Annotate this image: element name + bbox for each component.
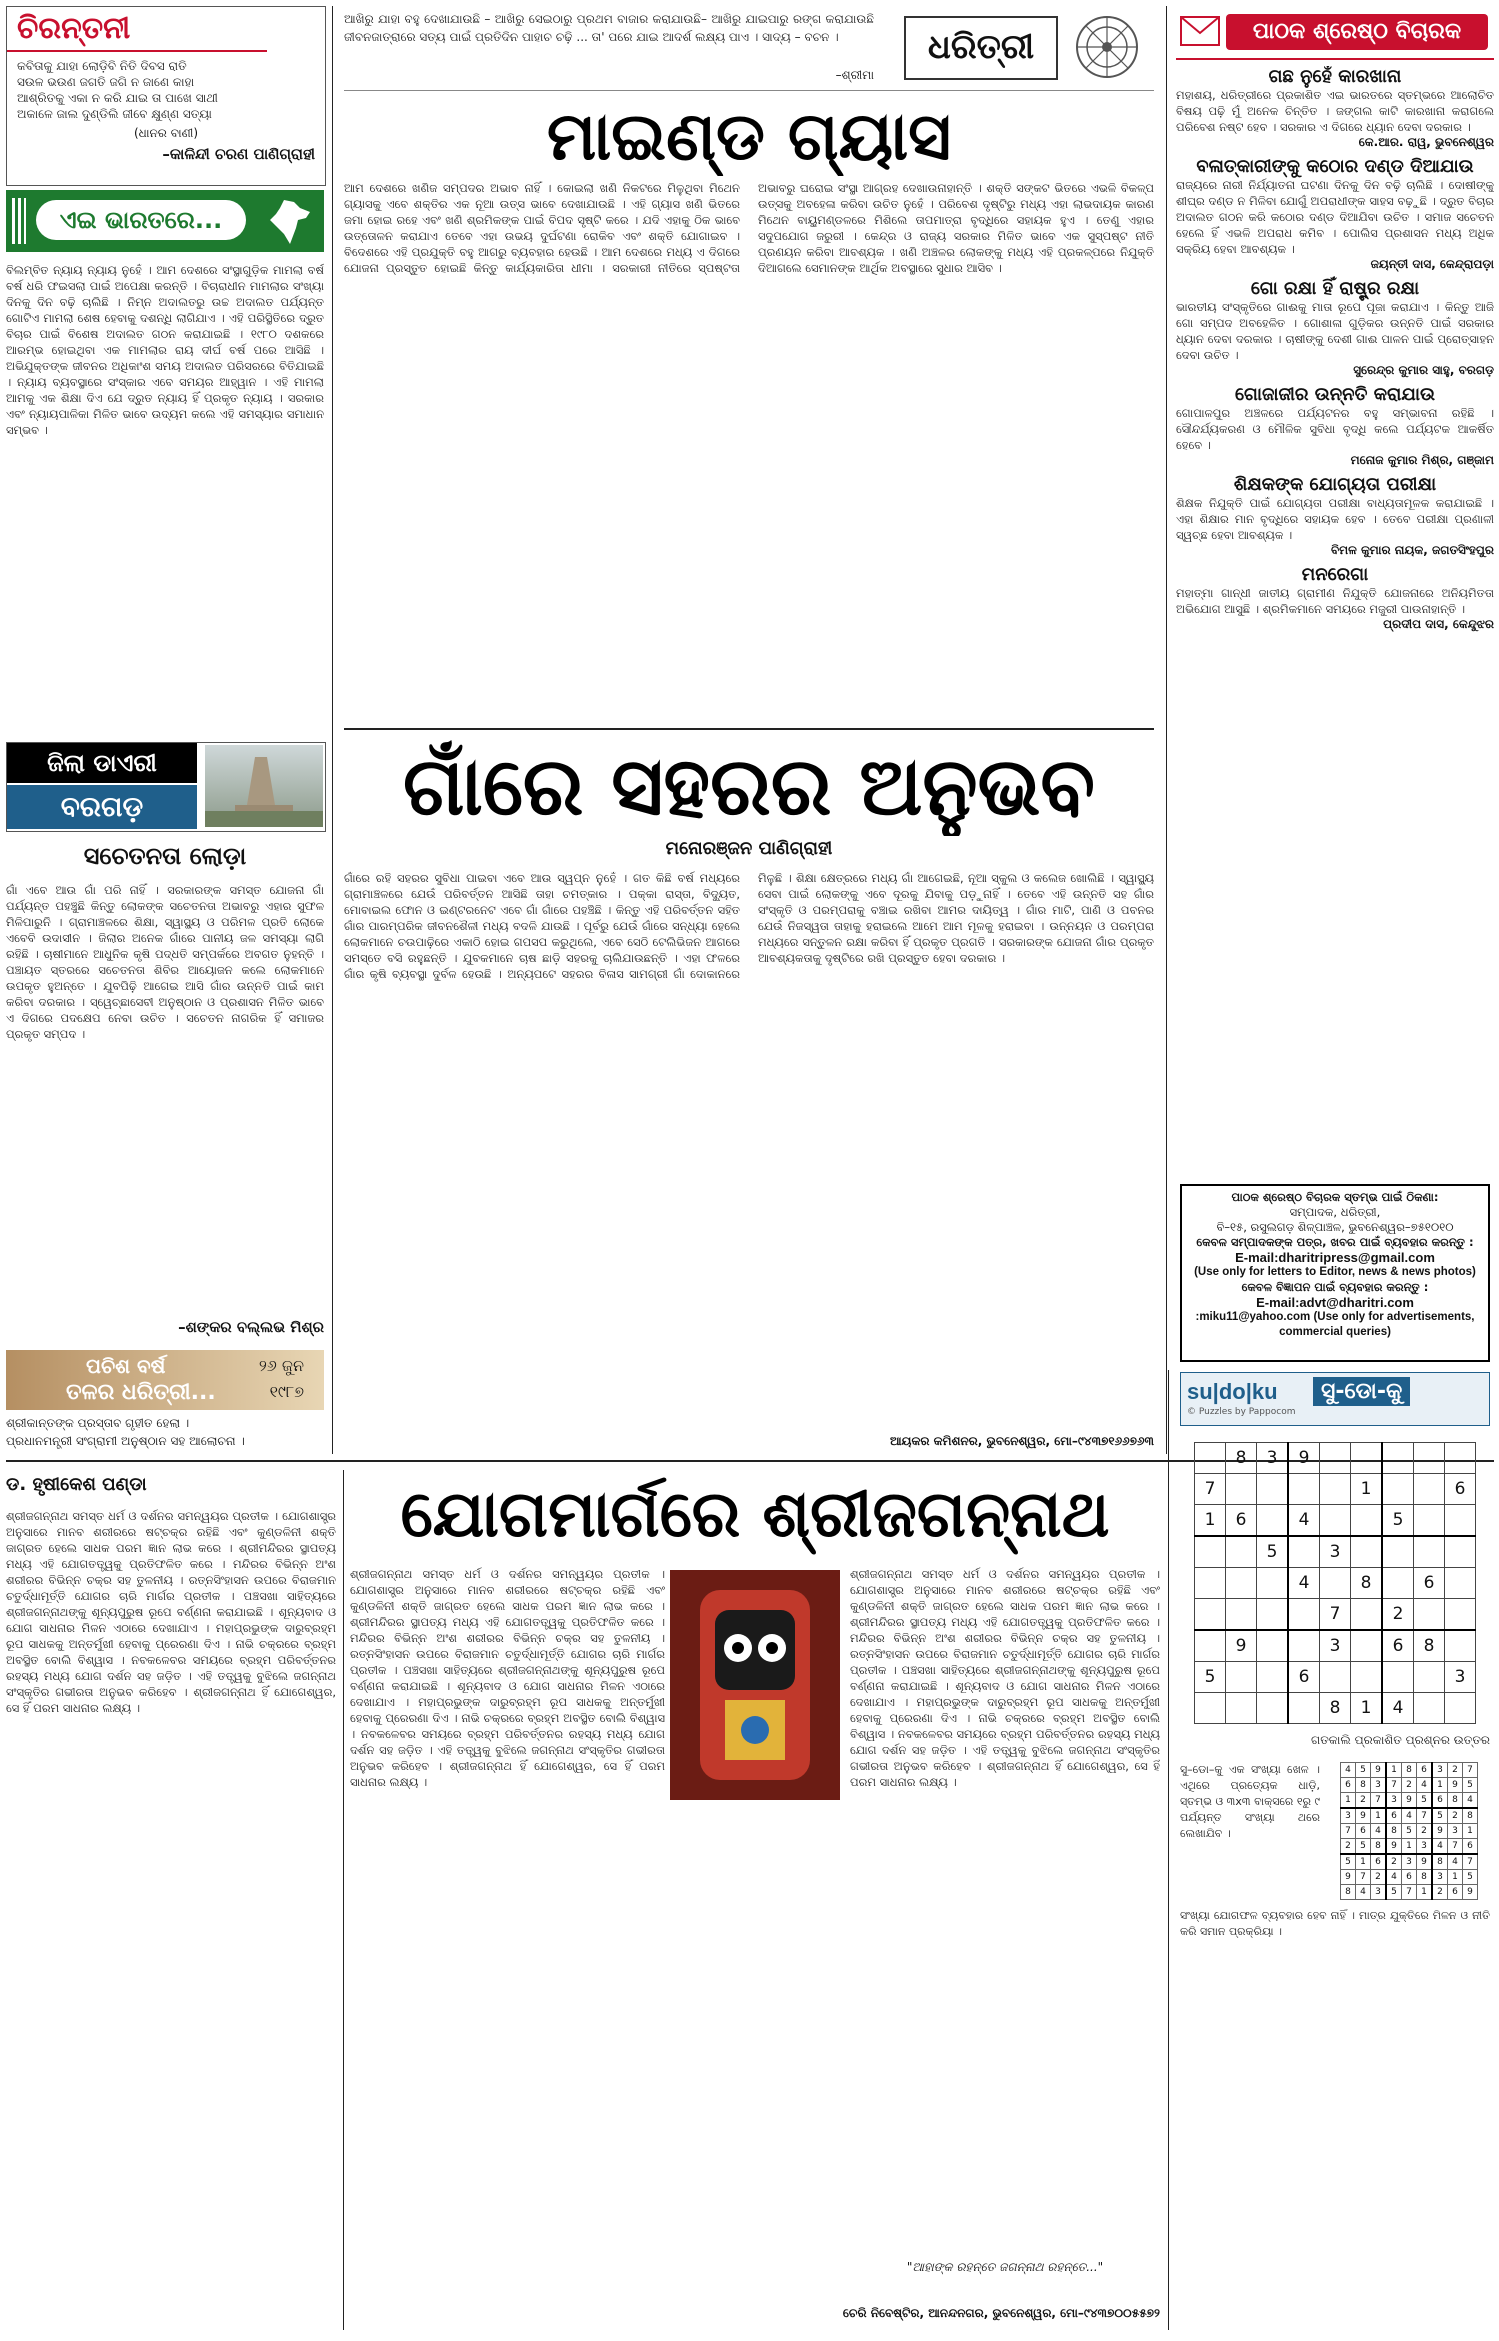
sudoku-answer-cell: 7 (1371, 1793, 1387, 1809)
jagannath-article-left (6, 1508, 336, 2328)
jagannath-address: ଚେରି ନିବେଷ୍ଟିର, ଆନନ୍ଦନଗର, ଭୁବନେଶ୍ୱର, ମୋ–୯୪୩୭୦୦୫୫୭୨ (842, 2306, 1160, 2320)
pachisa-box (6, 1350, 324, 1410)
sudoku-answer-cell: 7 (1386, 1778, 1402, 1793)
sudoku-row (1341, 1793, 1478, 1809)
sudoku-cell[interactable] (1226, 1536, 1257, 1568)
letter (1176, 474, 1494, 558)
sudoku-answer-cell: 7 (1356, 1870, 1371, 1885)
sachetanata-author: –ଶଙ୍କର ବଲ୍ଲଭ ମିଶ୍ର (178, 1318, 324, 1336)
sudoku-cell[interactable] (1257, 1474, 1289, 1505)
sudoku-cell[interactable] (1351, 1443, 1383, 1474)
sudoku-answer-cell: 8 (1386, 1824, 1402, 1839)
letter-body: ମହାତ୍ମା ଗାନ୍ଧୀ ଜାତୀୟ ଗ୍ରାମୀଣ ନିଯୁକ୍ତି ଯୋଜନାରେ ଅନିୟମିତତା ଅଭିଯୋଗ ଆସୁଛି । ଶ୍ରମିକମାନେ ସମୟରେ ମଜୁରୀ ପାଉନାହାନ୍ତି । (1176, 586, 1494, 616)
sudoku-cell[interactable]: 8 (1414, 1630, 1445, 1662)
sudoku-cell[interactable] (1226, 1599, 1257, 1631)
letter-title: ଶିକ୍ଷକଙ୍କ ଯୋଗ୍ୟତା ପରୀକ୍ଷା (1233, 474, 1437, 495)
bharat-banner-title: ଏଇ ଭାରତରେ... (36, 200, 246, 240)
chirantani-title: ଚିରନ୍ତନୀ (7, 7, 267, 52)
jagannath-headline: ଯୋଗମାର୍ଗରେ ଶ୍ରୀଜଗନ୍ନାଥ (400, 1477, 1110, 1552)
sudoku-cell[interactable] (1351, 1662, 1383, 1693)
sudoku-answer-cell: 3 (1432, 1763, 1448, 1778)
letter-body: ଶିକ୍ଷକ ନିଯୁକ୍ତି ପାଇଁ ଯୋଗ୍ୟତା ପରୀକ୍ଷା ବାଧ୍ୟତାମୂଳକ କରାଯାଇଛି । ଏହା ଶିକ୍ଷାର ମାନ ବୃଦ୍ଧିରେ ସହାୟକ ହେବ । ତେବେ ପରୀକ୍ଷା ପ୍ରଣାଳୀ ସ୍ୱଚ୍ଛ ହେବା ଆବଶ୍ୟକ । (1176, 496, 1494, 542)
jagannath-body: ଶ୍ରୀଜଗନ୍ନାଥ ସମସ୍ତ ଧର୍ମ ଓ ଦର୍ଶନର ସମନ୍ୱୟର ପ୍ରତୀକ । ଯୋଗଶାସ୍ତ୍ର ଅନୁସାରେ ମାନବ ଶରୀରରେ ଷଟ୍‌ଚକ୍ର ରହିଛି ଏବଂ କୁଣ୍ଡଳିନୀ ଶକ୍ତି ଜାଗ୍ରତ ହେଲେ ସାଧକ ପରମ ଜ୍ଞାନ ଲାଭ କରେ । ଶ୍ରୀମନ୍ଦିରର ସ୍ଥାପତ୍ୟ ମଧ୍ୟ ଏହି ଯୋଗତତ୍ତ୍ୱକୁ ପ୍ରତିଫଳିତ କରେ । ମନ୍ଦିରର ବିଭିନ୍ନ ଅଂଶ ଶରୀରର ବିଭିନ୍ନ ଚକ୍ର ସହ ତୁଳନୀୟ । ରତ୍ନସିଂହାସନ ଉପରେ ବିରାଜମାନ ଚତୁର୍ଦ୍ଧାମୂର୍ତ୍ତି ଯୋଗର ଚାରି ମାର୍ଗର ପ୍ରତୀକ । ପଞ୍ଚସଖା ସାହିତ୍ୟରେ ଶ୍ରୀଜଗନ୍ନାଥଙ୍କୁ ଶୂନ୍ୟପୁରୁଷ ରୂପେ ବର୍ଣ୍ଣନା କରାଯାଇଛି । ଶୂନ୍ୟବାଦ ଓ ଯୋଗ ସାଧନାର ମିଳନ ଏଠାରେ ଦେଖାଯାଏ । ମହାପ୍ରଭୁଙ୍କ ଦାରୁବ୍ରହ୍ମ ରୂପ ସାଧକକୁ ଅନ୍ତର୍ମୁଖୀ ହେବାକୁ ପ୍ରେରଣା ଦିଏ । ନାଭି ଚକ୍ରରେ ବ୍ରହ୍ମ ଅବସ୍ଥିତ ବୋଲି ବିଶ୍ୱାସ । ନବକଳେବର ସମୟରେ ବ୍ରହ୍ମ ପରିବର୍ତ୍ତନର ରହସ୍ୟ ମଧ୍ୟ ଯୋଗ ଦର୍ଶନ ସହ ଜଡ଼ିତ । ଏହି ତତ୍ତ୍ୱକୁ ବୁଝିଲେ ଜଗନ୍ନାଥ ସଂସ୍କୃତିର ଗଭୀରତା ଅନୁଭବ କରିହେବ । ଶ୍ରୀଜଗନ୍ନାଥ ହିଁ ଯୋଗେଶ୍ୱର, ସେ ହିଁ ପରମ ସାଧନାର ଲକ୍ଷ୍ୟ । (6, 1509, 336, 1715)
sudoku-cell[interactable] (1288, 1599, 1320, 1631)
bharat-article: ବିଲମ୍ବିତ ନ୍ୟାୟ ନ୍ୟାୟ ନୁହେଁ । ଆମ ଦେଶରେ ସଂସ୍ଥାଗୁଡ଼ିକ ମାମଲା ବର୍ଷ ବର୍ଷ ଧରି ଫଇସଲା ପାଇଁ ଅପେକ୍ଷା କରନ୍ତି । ବିଚାରାଧୀନ ମାମଲାର ସଂଖ୍ୟା ଦିନକୁ ଦିନ ବଢ଼ି ଚାଲିଛି । ନିମ୍ନ ଅଦାଲତରୁ ଉଚ୍ଚ ଅଦାଲତ ପର୍ଯ୍ୟନ୍ତ ଗୋଟିଏ ମାମଲା ଶେଷ ହେବାକୁ ଦଶନ୍ଧି ଲାଗିଯାଏ । ଏହି ପରିସ୍ଥିତିରେ ଦ୍ରୁତ ବିଚାର ପାଇଁ ବିଶେଷ ଅଦାଲତ ଗଠନ କରାଯାଇଛି । ୧୯୮୦ ଦଶକରେ ଆରମ୍ଭ ହୋଇଥିବା ଏକ ମାମଲାର ରାୟ ଦୀର୍ଘ ବର୍ଷ ପରେ ଆସିଛି । ଅଭିଯୁକ୍ତଙ୍କ ଜୀବନର ଅଧିକାଂଶ ସମୟ ଅଦାଲତ ପରିସରରେ ବିତିଯାଇଛି । ନ୍ୟାୟ ବ୍ୟବସ୍ଥାରେ ସଂସ୍କାର ଏବେ ସମୟର ଆହ୍ୱାନ । ଏହି ମାମଲା ଆମକୁ ଏକ ଶିକ୍ଷା ଦିଏ ଯେ ଦ୍ରୁତ ନ୍ୟାୟ ହିଁ ପ୍ରକୃତ ନ୍ୟାୟ । ସରକାର ଏବଂ ନ୍ୟାୟପାଳିକା ମିଳିତ ଭାବେ ଉଦ୍ୟମ କଲେ ଏହି ସମସ୍ୟାର ସମାଧାନ ସମ୍ଭବ । (6, 263, 324, 437)
sudoku-answer-cell: 5 (1356, 1763, 1371, 1778)
sudoku-rules: ସୁ–ଡୋ–କୁ ଏକ ସଂଖ୍ୟା ଖେଳ । ଏଥିରେ ପ୍ରତ୍ୟେକ ଧାଡ଼ି, ସ୍ତମ୍ଭ ଓ ୩x୩ ବାକ୍ସରେ ୧ରୁ ୯ ପର୍ଯ୍ୟନ୍ତ ସଂଖ୍ୟା ଥରେ ଲେଖାଯିବ । (1180, 1763, 1320, 1840)
quote-author: –ଶ୍ରୀମା (835, 68, 874, 82)
sudoku-cell[interactable] (1226, 1662, 1257, 1693)
sudoku-row (1341, 1870, 1478, 1885)
sudoku-cell[interactable] (1414, 1693, 1445, 1724)
sudoku-answer-cell: 3 (1341, 1808, 1356, 1824)
sudoku-cell[interactable] (1445, 1693, 1476, 1724)
sudoku-answer-cell: 8 (1371, 1839, 1387, 1855)
sudoku-answer-cell: 3 (1432, 1870, 1448, 1885)
sudoku-answer-cell: 5 (1463, 1778, 1478, 1793)
sudoku-answer-cell: 6 (1463, 1839, 1478, 1855)
sudoku-answer-cell: 5 (1386, 1885, 1402, 1900)
jagannath-idol-photo (670, 1570, 840, 1800)
column-rule (1166, 6, 1167, 1454)
sudoku-cell[interactable] (1195, 1536, 1226, 1568)
sudoku-answer-cell: 9 (1402, 1793, 1417, 1809)
sudoku-answer-cell: 8 (1402, 1763, 1417, 1778)
sudoku-bottom (1180, 1762, 1490, 1902)
sudoku-row (1195, 1536, 1476, 1568)
letter (1176, 564, 1494, 632)
sudoku-cell[interactable] (1320, 1474, 1351, 1505)
sudoku-cell[interactable] (1382, 1662, 1414, 1693)
sudoku-answer-cell: 2 (1402, 1778, 1417, 1793)
sudoku-answer-cell: 7 (1417, 1808, 1433, 1824)
letters-header (1176, 6, 1494, 60)
pachisa-notes (6, 1414, 324, 1454)
sudoku-answer-cell: 6 (1448, 1885, 1463, 1900)
poem-line: ଅକାଳେ ଜାଲ ଦୁଣ୍ଡିଲି ଜୀବେ କ୍ଷୁଣ୍ଣ ସତ୍ୟା (17, 107, 212, 121)
sudoku-cell[interactable] (1445, 1568, 1476, 1599)
sudoku-cell[interactable] (1257, 1599, 1289, 1631)
sudoku-answer-cell: 8 (1463, 1808, 1478, 1824)
sudoku-cell[interactable] (1382, 1536, 1414, 1568)
sudoku-cell[interactable] (1445, 1536, 1476, 1568)
sudoku-cell[interactable] (1351, 1630, 1383, 1662)
sudoku-cell[interactable]: 3 (1320, 1630, 1351, 1662)
sachetanata-title: ସଚେତନତା ଲୋଡ଼ା (83, 842, 247, 870)
sudoku-row (1341, 1763, 1478, 1778)
sudoku-cell[interactable]: 3 (1320, 1536, 1351, 1568)
sudoku-cell[interactable] (1257, 1693, 1289, 1724)
letter-body: ଗୋପାଳପୁର ଅଞ୍ଚଳରେ ପର୍ଯ୍ୟଟନର ବହୁ ସମ୍ଭାବନା ରହିଛି । ସୌନ୍ଦର୍ଯ୍ୟକରଣ ଓ ମୌଳିକ ସୁବିଧା ବୃଦ୍ଧି କଲେ ପର୍ଯ୍ୟଟକ ଆକର୍ଷିତ ହେବେ । (1176, 406, 1494, 452)
sudoku-answer-cell: 1 (1356, 1854, 1371, 1870)
sudoku-answer-cell: 1 (1463, 1824, 1478, 1839)
letter-title: ବଳାତ୍କାରୀଙ୍କୁ କଠୋର ଦଣ୍ଡ ଦିଆଯାଉ (1196, 156, 1474, 177)
sudoku-grid[interactable] (1194, 1442, 1476, 1724)
poem (7, 52, 325, 169)
sudoku-cell[interactable]: 2 (1382, 1599, 1414, 1631)
letter-author: ଜୟନ୍ତୀ ଦାସ, କେନ୍ଦ୍ରାପଡ଼ା (1370, 257, 1494, 271)
sudoku-cell[interactable] (1288, 1693, 1320, 1724)
horizontal-rule (344, 728, 1154, 730)
letter-title: ଗୋ ରକ୍ଷା ହିଁ ରାଷ୍ଟ୍ର ରକ୍ଷା (1250, 278, 1420, 299)
sudoku-answer-cell: 6 (1386, 1808, 1402, 1824)
sudoku-cell[interactable] (1382, 1474, 1414, 1505)
sudoku-cell[interactable] (1195, 1693, 1226, 1724)
sudoku-answer-cell: 3 (1448, 1824, 1463, 1839)
india-map-icon (266, 198, 312, 246)
letter-author: ସୁରେନ୍ଦ୍ର କୁମାର ସାହୁ, ବରଗଡ଼ (1353, 363, 1494, 377)
sudoku-answer-cell: 9 (1371, 1763, 1387, 1778)
sudoku-row (1341, 1824, 1478, 1839)
sudoku-answer-cell: 2 (1371, 1870, 1387, 1885)
envelope-icon (1180, 16, 1220, 46)
sudoku-answer-cell: 1 (1371, 1808, 1387, 1824)
sudoku-answer-cell: 5 (1356, 1839, 1371, 1855)
sudoku-cell[interactable]: 8 (1226, 1443, 1257, 1474)
village-headline: ଗାଁରେ ସହରର ଅନୁଭବ (403, 739, 1095, 833)
letters-header-title: ପାଠକ ଶ୍ରେଷ୍ଠ ବିଚାରକ (1226, 14, 1488, 50)
sudoku-cell[interactable] (1195, 1599, 1226, 1631)
mines-headline: ମାଇଣ୍ଡ ଗ୍ୟାସ (546, 97, 952, 175)
sudoku-answer-cell: 4 (1341, 1763, 1356, 1778)
sudoku-cell[interactable] (1445, 1599, 1476, 1631)
sudoku-answer-cell: 4 (1402, 1808, 1417, 1824)
sudoku-cell[interactable] (1257, 1568, 1289, 1599)
sudoku-cell[interactable]: 4 (1288, 1568, 1320, 1599)
sudoku-cell[interactable] (1320, 1505, 1351, 1537)
sudoku-cell[interactable] (1414, 1599, 1445, 1631)
sudoku-cell[interactable] (1257, 1630, 1289, 1662)
sudoku-logo-od: ସୁ-ଡୋ-କୁ (1313, 1377, 1410, 1406)
sudoku-cell[interactable] (1351, 1536, 1383, 1568)
jagannath-article-right (850, 1566, 1160, 2256)
sudoku-cell[interactable] (1414, 1505, 1445, 1537)
pachisa-note: ପ୍ରଧାନମନ୍ତ୍ରୀ ସଂଗ୍ରାମୀ ଅନୁଷ୍ଠାନ ସହ ଆଲୋଚନା । (6, 1434, 245, 1448)
column-rule (332, 6, 333, 1454)
sudoku-cell[interactable]: 4 (1288, 1505, 1320, 1537)
sudoku-cell[interactable]: 6 (1414, 1568, 1445, 1599)
sudoku-answer-cell: 2 (1341, 1839, 1356, 1855)
sudoku-cell[interactable]: 3 (1257, 1443, 1289, 1474)
sudoku-row (1195, 1662, 1476, 1693)
sudoku-answer-cell: 5 (1341, 1854, 1356, 1870)
contact-line: କେବଳ ସମ୍ପାଦକଙ୍କ ପତ୍ର, ଖବର ପାଇଁ ବ୍ୟବହାର କରନ୍ତୁ : (1196, 1235, 1474, 1249)
sudoku-cell[interactable] (1288, 1630, 1320, 1662)
jagannath-quote: "ଆହାଙ୍କ ରହନ୍ତେ ଜଗନ୍ନାଥ ରହନ୍ତେ..." (906, 2260, 1104, 2274)
sudoku-cell[interactable] (1445, 1443, 1476, 1474)
sudoku-answer-cell: 4 (1371, 1824, 1387, 1839)
sudoku-box (1180, 1372, 1490, 2332)
bharat-stripes (12, 198, 26, 244)
sudoku-cell[interactable]: 8 (1351, 1568, 1383, 1599)
chirantani-box (6, 6, 326, 186)
sudoku-cell[interactable]: 6 (1382, 1630, 1414, 1662)
jagannath-author: ଡ. ହୃଷୀକେଶ ପଣ୍ଡା (6, 1474, 147, 1495)
jilla-label: ଜିଲା ଡାଏରୀ (7, 743, 197, 783)
sudoku-answer-cell: 1 (1386, 1763, 1402, 1778)
letter-author: କେ.ଆର. ରାୱ, ଭୁବନେଶ୍ୱର (1358, 135, 1494, 149)
sudoku-cell[interactable] (1382, 1568, 1414, 1599)
sudoku-answer-cell: 9 (1417, 1854, 1433, 1870)
poem-author: –କାଳିନ୍ଦୀ ଚରଣ ପାଣିଗ୍ରାହୀ (162, 145, 315, 163)
sudoku-row (1195, 1568, 1476, 1599)
sudoku-cell[interactable]: 9 (1226, 1630, 1257, 1662)
sudoku-answer-cell: 9 (1448, 1778, 1463, 1793)
letter-title: ଗୋଜାଜୀର ଉନ୍ନତି କରାଯାଉ (1235, 384, 1435, 405)
sudoku-cell[interactable] (1195, 1630, 1226, 1662)
sudoku-answer-cell: 8 (1341, 1885, 1356, 1900)
sudoku-cell[interactable]: 5 (1382, 1505, 1414, 1537)
sudoku-row (1341, 1854, 1478, 1870)
pachisa-note: ଶ୍ରୀକାନ୍ତଙ୍କ ପ୍ରସ୍ତାବ ଗୃହୀତ ହେଲା । (6, 1416, 190, 1430)
sudoku-row (1195, 1630, 1476, 1662)
sudoku-answer-cell: 5 (1402, 1824, 1417, 1839)
contact-line: ସମ୍ପାଦକ, ଧରିତ୍ରୀ, (1289, 1205, 1381, 1219)
sudoku-answer-cell: 9 (1463, 1885, 1478, 1900)
sudoku-answer-cell: 6 (1341, 1778, 1356, 1793)
sudoku-answer-cell: 7 (1463, 1763, 1478, 1778)
sudoku-answer-cell: 3 (1371, 1885, 1387, 1900)
sudoku-cell[interactable] (1226, 1693, 1257, 1724)
sudoku-answer-cell: 2 (1448, 1763, 1463, 1778)
sudoku-answer-cell: 2 (1448, 1808, 1463, 1824)
sudoku-answer-cell: 5 (1417, 1793, 1433, 1809)
sudoku-credit: © Puzzles by Pappocom (1187, 1407, 1296, 1417)
sudoku-answer-cell: 9 (1341, 1870, 1356, 1885)
sudoku-row (1195, 1599, 1476, 1631)
sudoku-answer-cell: 5 (1463, 1870, 1478, 1885)
letter-title: ଗଛ ନୁହେଁ କାରଖାନା (1268, 66, 1402, 87)
dharitri-logo: ଧରିତ୍ରୀ (904, 16, 1058, 80)
sudoku-cell[interactable]: 6 (1288, 1662, 1320, 1693)
sudoku-cell[interactable] (1414, 1662, 1445, 1693)
sudoku-cell[interactable]: 8 (1320, 1693, 1351, 1724)
sudoku-logo (1180, 1372, 1490, 1426)
sudoku-cell[interactable] (1414, 1474, 1445, 1505)
top-quote-box (344, 8, 1154, 91)
sudoku-answer-cell: 6 (1417, 1763, 1433, 1778)
sudoku-answer-grid (1340, 1762, 1478, 1900)
sachetanata-article: ଗାଁ ଏବେ ଆଉ ଗାଁ ପରି ନାହିଁ । ସରକାରଙ୍କ ସମସ୍ତ ଯୋଜନା ଗାଁ ପର୍ଯ୍ୟନ୍ତ ପହଞ୍ଚୁଛି କିନ୍ତୁ ଲୋକଙ୍କ ସଚେତନତା ଅଭାବରୁ ଏହାର ସୁଫଳ ମିଳିପାରୁନି । ଗ୍ରାମାଞ୍ଚଳରେ ଶିକ୍ଷା, ସ୍ୱାସ୍ଥ୍ୟ ଓ ପରିମଳ ପ୍ରତି ଲୋକେ ଏବେବି ଉଦାସୀନ । ଜିଲାର ଅନେକ ଗାଁରେ ପାନୀୟ ଜଳ ସମସ୍ୟା ଲାଗି ରହିଛି । ଚାଷୀମାନେ ଆଧୁନିକ କୃଷି ପଦ୍ଧତି ସମ୍ପର୍କରେ ଅବଗତ ନୁହନ୍ତି । ପଞ୍ଚାୟତ ସ୍ତରରେ ସଚେତନତା ଶିବିର ଆୟୋଜନ କଲେ ଲୋକମାନେ ଉପକୃତ ହୁଅନ୍ତେ । ଯୁବପିଢ଼ି ଆଗେଇ ଆସି ଗାଁର ଉନ୍ନତି ପାଇଁ କାମ କରିବା ଦରକାର । ସ୍ୱେଚ୍ଛାସେବୀ ଅନୁଷ୍ଠାନ ଓ ପ୍ରଶାସନ ମିଳିତ ଭାବେ ଏ ଦିଗରେ ପଦକ୍ଷେପ ନେବା ଉଚିତ । ସଚେତନ ନାଗରିକ ହିଁ ସମାଜର ପ୍ରକୃତ ସମ୍ପଦ । (6, 883, 324, 1041)
column-rule (1168, 1370, 1169, 2330)
sudoku-answer-cell: 3 (1402, 1854, 1417, 1870)
sudoku-answer-cell: 9 (1432, 1824, 1448, 1839)
sudoku-answer-cell: 8 (1356, 1778, 1371, 1793)
sudoku-cell[interactable]: 7 (1320, 1599, 1351, 1631)
sudoku-answer-cell: 1 (1341, 1793, 1356, 1809)
dharma-chakra-icon (1074, 14, 1140, 80)
sudoku-answer-cell: 4 (1463, 1793, 1478, 1809)
contact-email[interactable]: E-mail:dharitripress@gmail.com (1235, 1250, 1435, 1265)
column-rule (343, 1470, 344, 2330)
poem-line: ସଉଳ ଭଉଣ ଜଗତି ଜଗି ନ ଜାଣେ କାହା (17, 75, 195, 89)
sudoku-cell[interactable] (1226, 1474, 1257, 1505)
sudoku-answer-cell: 8 (1448, 1793, 1463, 1809)
letter-body: ଭାରତୀୟ ସଂସ୍କୃତିରେ ଗାଈକୁ ମାତା ରୂପେ ପୂଜା କରାଯାଏ । କିନ୍ତୁ ଆଜି ଗୋ ସମ୍ପଦ ଅବହେଳିତ । ଗୋଶାଳା ଗୁଡ଼ିକର ଉନ୍ନତି ପାଇଁ ସରକାର ଧ୍ୟାନ ଦେବା ଦରକାର । ଚାଷୀଙ୍କୁ ଦେଶୀ ଗାଈ ପାଳନ ପାଇଁ ପ୍ରୋତ୍ସାହନ ଦେବା ଉଚିତ । (1176, 300, 1494, 362)
letter-author: ବିମଳ କୁମାର ନାୟକ, ଜଗତସିଂହପୁର (1330, 543, 1494, 557)
sudoku-answer-cell: 7 (1448, 1839, 1463, 1855)
sudoku-cell[interactable]: 1 (1351, 1693, 1383, 1724)
sudoku-cell[interactable] (1226, 1568, 1257, 1599)
sudoku-cell[interactable]: 7 (1195, 1474, 1226, 1505)
mines-article: ଆମ ଦେଶରେ ଖଣିଜ ସମ୍ପଦର ଅଭାବ ନାହିଁ । କୋଇଲା ଖଣି ନିକଟରେ ମିଳୁଥିବା ମିଥେନ ଗ୍ୟାସକୁ ଏବେ ଶକ୍ତିର ଏକ ନୂଆ ଉତ୍ସ ଭାବେ ଦେଖାଯାଉଛି । ଏହି ଗ୍ୟାସ ଖଣି ଭିତରେ ଜମା ହୋଇ ରହେ ଏବଂ ଖଣି ଶ୍ରମିକଙ୍କ ପାଇଁ ବିପଦ ସୃଷ୍ଟି କରେ । ଯଦି ଏହାକୁ ଠିକ ଭାବେ ଉତ୍ତୋଳନ କରାଯାଏ ତେବେ ଏହା ଉଭୟ ଦୁର୍ଘଟଣା ରୋକିବ ଏବଂ ଶକ୍ତି ଯୋଗାଇବ । ବିଦେଶରେ ଏହି ପ୍ରଯୁକ୍ତି ବହୁ ଆଗରୁ ବ୍ୟବହାର ହେଉଛି । ଆମ ଦେଶରେ ମଧ୍ୟ ଏ ଦିଗରେ ଯୋଜନା ପ୍ରସ୍ତୁତ ହୋଇଛି କିନ୍ତୁ କାର୍ଯ୍ୟକାରିତା ଧୀମା । ସରକାରୀ ନୀତିରେ ସ୍ପଷ୍ଟତା ଅଭାବରୁ ଘରୋଇ ସଂସ୍ଥା ଆଗ୍ରହ ଦେଖାଉନାହାନ୍ତି । ଶକ୍ତି ସଙ୍କଟ ଭିତରେ ଏଭଳି ବିକଳ୍ପ ଉତ୍ସକୁ ଅବହେଳା କରିବା ଉଚିତ ନୁହେଁ । ପରିବେଶ ଦୃଷ୍ଟିରୁ ମଧ୍ୟ ଏହା ଲାଭଦାୟକ କାରଣ ମିଥେନ ବାୟୁମଣ୍ଡଳରେ ମିଶିଲେ ତାପମାତ୍ରା ବୃଦ୍ଧିରେ ସହାୟକ ହୁଏ । ତେଣୁ ଏହାର ସଦୁପଯୋଗ ଜରୁରୀ । କେନ୍ଦ୍ର ଓ ରାଜ୍ୟ ସରକାର ମିଳିତ ଭାବେ ଏକ ସୁସ୍ପଷ୍ଟ ନୀତି ପ୍ରଣୟନ କରିବା ଆବଶ୍ୟକ । ଖଣି ଅଞ୍ଚଳର ଲୋକଙ୍କୁ ମଧ୍ୟ ଏହି ପ୍ରକଳ୍ପରେ ନିଯୁକ୍ତି ଦିଆଗଲେ ସେମାନଙ୍କ ଆର୍ଥିକ ଅବସ୍ଥାରେ ସୁଧାର ଆସିବ । (344, 181, 1154, 275)
village-author: ମନୋରଞ୍ଜନ ପାଣିଗ୍ରାହୀ (665, 838, 833, 859)
jilla-diary-header (6, 742, 326, 832)
sudoku-cell[interactable]: 4 (1382, 1693, 1414, 1724)
sudoku-answer-cell: 6 (1356, 1824, 1371, 1839)
sudoku-cell[interactable]: 3 (1445, 1662, 1476, 1693)
sudoku-answer-cell: 3 (1386, 1793, 1402, 1809)
sudoku-row (1341, 1808, 1478, 1824)
sudoku-row (1341, 1839, 1478, 1855)
letter-body: ରାଜ୍ୟରେ ନାରୀ ନିର୍ଯ୍ୟାତନା ଘଟଣା ଦିନକୁ ଦିନ ବଢ଼ି ଚାଲିଛି । ଦୋଷୀଙ୍କୁ ଶୀଘ୍ର ଦଣ୍ଡ ନ ମିଳିବା ଯୋଗୁଁ ଅପରାଧୀଙ୍କ ସାହସ ବଢ଼ୁଛି । ଦ୍ରୁତ ବିଚାର ଅଦାଲତ ଗଠନ କରି କଠୋର ଦଣ୍ଡ ଦିଆଯିବା ଉଚିତ । ସମାଜ ସଚେତନ ହେଲେ ହିଁ ଏଭଳି ଅପରାଧ କମିବ । ପୋଲିସ ପ୍ରଶାସନ ମଧ୍ୟ ଅଧିକ ସକ୍ରିୟ ହେବା ଆବଶ୍ୟକ । (1176, 178, 1494, 256)
sudoku-answer-cell: 2 (1356, 1793, 1371, 1809)
letter (1176, 156, 1494, 272)
contact-box (1180, 1184, 1490, 1362)
contact-email[interactable]: E-mail:advt@dharitri.com (1256, 1295, 1414, 1310)
sudoku-cell[interactable] (1195, 1443, 1226, 1474)
sudoku-answer-cell: 9 (1356, 1808, 1371, 1824)
sudoku-answer-cell: 6 (1371, 1854, 1387, 1870)
sudoku-row (1195, 1443, 1476, 1474)
jagannath-body: ଶ୍ରୀଜଗନ୍ନାଥ ସମସ୍ତ ଧର୍ମ ଓ ଦର୍ଶନର ସମନ୍ୱୟର ପ୍ରତୀକ । ଯୋଗଶାସ୍ତ୍ର ଅନୁସାରେ ମାନବ ଶରୀରରେ ଷଟ୍‌ଚକ୍ର ରହିଛି ଏବଂ କୁଣ୍ଡଳିନୀ ଶକ୍ତି ଜାଗ୍ରତ ହେଲେ ସାଧକ ପରମ ଜ୍ଞାନ ଲାଭ କରେ । ଶ୍ରୀମନ୍ଦିରର ସ୍ଥାପତ୍ୟ ମଧ୍ୟ ଏହି ଯୋଗତତ୍ତ୍ୱକୁ ପ୍ରତିଫଳିତ କରେ । ମନ୍ଦିରର ବିଭିନ୍ନ ଅଂଶ ଶରୀରର ବିଭିନ୍ନ ଚକ୍ର ସହ ତୁଳନୀୟ । ରତ୍ନସିଂହାସନ ଉପରେ ବିରାଜମାନ ଚତୁର୍ଦ୍ଧାମୂର୍ତ୍ତି ଯୋଗର ଚାରି ମାର୍ଗର ପ୍ରତୀକ । ପଞ୍ଚସଖା ସାହିତ୍ୟରେ ଶ୍ରୀଜଗନ୍ନାଥଙ୍କୁ ଶୂନ୍ୟପୁରୁଷ ରୂପେ ବର୍ଣ୍ଣନା କରାଯାଇଛି । ଶୂନ୍ୟବାଦ ଓ ଯୋଗ ସାଧନାର ମିଳନ ଏଠାରେ ଦେଖାଯାଏ । ମହାପ୍ରଭୁଙ୍କ ଦାରୁବ୍ରହ୍ମ ରୂପ ସାଧକକୁ ଅନ୍ତର୍ମୁଖୀ ହେବାକୁ ପ୍ରେରଣା ଦିଏ । ନାଭି ଚକ୍ରରେ ବ୍ରହ୍ମ ଅବସ୍ଥିତ ବୋଲି ବିଶ୍ୱାସ । ନବକଳେବର ସମୟରେ ବ୍ରହ୍ମ ପରିବର୍ତ୍ତନର ରହସ୍ୟ ମଧ୍ୟ ଯୋଗ ଦର୍ଶନ ସହ ଜଡ଼ିତ । ଏହି ତତ୍ତ୍ୱକୁ ବୁଝିଲେ ଜଗନ୍ନାଥ ସଂସ୍କୃତିର ଗଭୀରତା ଅନୁଭବ କରିହେବ । ଶ୍ରୀଜଗନ୍ନାଥ ହିଁ ଯୋଗେଶ୍ୱର, ସେ ହିଁ ପରମ ସାଧନାର ଲକ୍ଷ୍ୟ । (850, 1567, 1160, 1789)
village-address: ଆୟକର କମିଶନର, ଭୁବନେଶ୍ୱର, ମୋ–୯୪୩୭୧୬୬୭୬୩ (889, 1434, 1154, 1448)
letter (1176, 66, 1494, 150)
sudoku-cell[interactable]: 1 (1195, 1505, 1226, 1537)
contact-email[interactable]: :miku11@yahoo.com (Use only for advertisements, commercial queries) (1195, 1311, 1475, 1338)
sudoku-answer-cell: 9 (1386, 1839, 1402, 1855)
sudoku-cell[interactable] (1414, 1443, 1445, 1474)
poem-source: (ଧାନର ବାଣୀ) (133, 126, 198, 140)
pachisa-line2: ତଳର ଧରିତ୍ରୀ... (66, 1380, 216, 1405)
sudoku-answer-cell: 8 (1417, 1870, 1433, 1885)
bharat-banner (6, 190, 324, 252)
sudoku-logo-en: su|do|ku (1187, 1379, 1278, 1404)
village-article: ଗାଁରେ ରହି ସହରର ସୁବିଧା ପାଇବା ଏବେ ଆଉ ସ୍ୱପ୍ନ ନୁହେଁ । ଗତ କିଛି ବର୍ଷ ମଧ୍ୟରେ ଗ୍ରାମାଞ୍ଚଳରେ ଯେଉଁ ପରିବର୍ତ୍ତନ ଆସିଛି ତାହା ଚମତ୍କାର । ପକ୍କା ରାସ୍ତା, ବିଦ୍ୟୁତ, ମୋବାଇଲ ଫୋନ ଓ ଇଣ୍ଟରନେଟ ଏବେ ଗାଁ ଗାଁରେ ପହଞ୍ଚିଛି । କିନ୍ତୁ ଏହି ପରିବର୍ତ୍ତନ ସହିତ ଗାଁର ପାରମ୍ପରିକ ଜୀବନଶୈଳୀ ମଧ୍ୟ ବଦଳି ଯାଉଛି । ପୂର୍ବରୁ ଯେଉଁ ଗାଁରେ ସନ୍ଧ୍ୟା ହେଲେ ଲୋକମାନେ ଚଉପାଢ଼ିରେ ଏକାଠି ହୋଇ ଗପସପ କରୁଥିଲେ, ଏବେ ସେଠି ଟେଲିଭିଜନ ଆଗରେ ସମସ୍ତେ ବସି ରହୁଛନ୍ତି । ଯୁବକମାନେ ଚାଷ ଛାଡ଼ି ସହରକୁ ଚାଲିଯାଉଛନ୍ତି । ଏହା ଫଳରେ ଗାଁର କୃଷି ବ୍ୟବସ୍ଥା ଦୁର୍ବଳ ହେଉଛି । ଅନ୍ୟପଟେ ସହରର ବିଳାସ ସାମଗ୍ରୀ ଗାଁ ଦୋକାନରେ ମିଳୁଛି । ଶିକ୍ଷା କ୍ଷେତ୍ରରେ ମଧ୍ୟ ଗାଁ ଆଗେଇଛି, ନୂଆ ସ୍କୁଲ ଓ କଲେଜ ଖୋଲିଛି । ସ୍ୱାସ୍ଥ୍ୟ ସେବା ପାଇଁ ଲୋକଙ୍କୁ ଏବେ ଦୂରକୁ ଯିବାକୁ ପଡ଼ୁନାହିଁ । ତେବେ ଏହି ଉନ୍ନତି ସହ ଗାଁର ସଂସ୍କୃତି ଓ ପରମ୍ପରାକୁ ବଞ୍ଚାଇ ରଖିବା ଆମର ଦାୟିତ୍ୱ । ଗାଁର ମାଟି, ପାଣି ଓ ପବନର ଯେଉଁ ନିଜସ୍ୱତା ତାହାକୁ ହରାଇଲେ ଆମେ ଆମ ମୂଳକୁ ହରାଇବା । ଉନ୍ନୟନ ଓ ପରମ୍ପରା ମଧ୍ୟରେ ସନ୍ତୁଳନ ରକ୍ଷା କରିବା ହିଁ ପ୍ରକୃତ ପ୍ରଗତି । ସରକାରଙ୍କ ଯୋଜନା ଗାଁର ପ୍ରକୃତ ଆବଶ୍ୟକତାକୁ ଦୃଷ୍ଟିରେ ରଖି ପ୍ରସ୍ତୁତ ହେବା ଦରକାର । (344, 871, 1154, 981)
contact-heading: ପାଠକ ଶ୍ରେଷ୍ଠ ବିଚାରକ ସ୍ତମ୍ଭ ପାଇଁ ଠିକଣା: (1231, 1190, 1439, 1204)
sudoku-answer-cell: 2 (1417, 1824, 1433, 1839)
sudoku-answer-cell: 1 (1448, 1870, 1463, 1885)
sudoku-answer-cell: 6 (1432, 1793, 1448, 1809)
sudoku-cell[interactable] (1320, 1662, 1351, 1693)
sudoku-cell[interactable]: 6 (1226, 1505, 1257, 1537)
sudoku-answer-cell: 2 (1386, 1854, 1402, 1870)
letter (1176, 384, 1494, 468)
sudoku-cell[interactable] (1320, 1443, 1351, 1474)
sudoku-row (1195, 1474, 1476, 1505)
poem-line: କବିତାକୁ ଯାହା ଲୋଡ଼ିବି ନିତି ଦିବସ ରାତି (17, 59, 187, 73)
sudoku-answer-note: ଗତକାଲି ପ୍ରକାଶିତ ପ୍ରଶ୍ନର ଉତ୍ତର (1311, 1733, 1490, 1747)
sudoku-cell[interactable] (1351, 1505, 1383, 1537)
sudoku-answer-cell: 3 (1371, 1778, 1387, 1793)
sudoku-cell[interactable] (1288, 1474, 1320, 1505)
sudoku-answer-cell: 3 (1417, 1839, 1433, 1855)
sudoku-cell[interactable]: 6 (1445, 1474, 1476, 1505)
jagannath-body: ଶ୍ରୀଜଗନ୍ନାଥ ସମସ୍ତ ଧର୍ମ ଓ ଦର୍ଶନର ସମନ୍ୱୟର ପ୍ରତୀକ । ଯୋଗଶାସ୍ତ୍ର ଅନୁସାରେ ମାନବ ଶରୀରରେ ଷଟ୍‌ଚକ୍ର ରହିଛି ଏବଂ କୁଣ୍ଡଳିନୀ ଶକ୍ତି ଜାଗ୍ରତ ହେଲେ ସାଧକ ପରମ ଜ୍ଞାନ ଲାଭ କରେ । ଶ୍ରୀମନ୍ଦିରର ସ୍ଥାପତ୍ୟ ମଧ୍ୟ ଏହି ଯୋଗତତ୍ତ୍ୱକୁ ପ୍ରତିଫଳିତ କରେ । ମନ୍ଦିରର ବିଭିନ୍ନ ଅଂଶ ଶରୀରର ବିଭିନ୍ନ ଚକ୍ର ସହ ତୁଳନୀୟ । ରତ୍ନସିଂହାସନ ଉପରେ ବିରାଜମାନ ଚତୁର୍ଦ୍ଧାମୂର୍ତ୍ତି ଯୋଗର ଚାରି ମାର୍ଗର ପ୍ରତୀକ । ପଞ୍ଚସଖା ସାହିତ୍ୟରେ ଶ୍ରୀଜଗନ୍ନାଥଙ୍କୁ ଶୂନ୍ୟପୁରୁଷ ରୂପେ ବର୍ଣ୍ଣନା କରାଯାଇଛି । ଶୂନ୍ୟବାଦ ଓ ଯୋଗ ସାଧନାର ମିଳନ ଏଠାରେ ଦେଖାଯାଏ । ମହାପ୍ରଭୁଙ୍କ ଦାରୁବ୍ରହ୍ମ ରୂପ ସାଧକକୁ ଅନ୍ତର୍ମୁଖୀ ହେବାକୁ ପ୍ରେରଣା ଦିଏ । ନାଭି ଚକ୍ରରେ ବ୍ରହ୍ମ ଅବସ୍ଥିତ ବୋଲି ବିଶ୍ୱାସ । ନବକଳେବର ସମୟରେ ବ୍ରହ୍ମ ପରିବର୍ତ୍ତନର ରହସ୍ୟ ମଧ୍ୟ ଯୋଗ ଦର୍ଶନ ସହ ଜଡ଼ିତ । ଏହି ତତ୍ତ୍ୱକୁ ବୁଝିଲେ ଜଗନ୍ନାଥ ସଂସ୍କୃତିର ଗଭୀରତା ଅନୁଭବ କରିହେବ । ଶ୍ରୀଜଗନ୍ନାଥ ହିଁ ଯୋଗେଶ୍ୱର, ସେ ହିଁ ପରମ ସାଧନାର ଲକ୍ଷ୍ୟ । (350, 1567, 665, 1789)
sudoku-answer-cell: 4 (1448, 1854, 1463, 1870)
contact-line: କେବଳ ବିଜ୍ଞାପନ ପାଇଁ ବ୍ୟବହାର କରନ୍ତୁ : (1241, 1280, 1429, 1294)
sudoku-cell[interactable] (1445, 1505, 1476, 1537)
sudoku-cell[interactable] (1351, 1599, 1383, 1631)
sudoku-answer-cell: 4 (1356, 1885, 1371, 1900)
sudoku-answer-cell: 1 (1432, 1778, 1448, 1793)
sudoku-cell[interactable] (1445, 1630, 1476, 1662)
sudoku-answer-cell: 7 (1341, 1824, 1356, 1839)
contact-line: ବି–୧୫, ରସୁଲଗଡ଼ ଶିଳ୍ପାଞ୍ଚଳ, ଭୁବନେଶ୍ୱର–୭୫୧୦୧୦ (1216, 1220, 1454, 1234)
poem-line: ଆଶ୍ରିତକୁ ଏକା ନ କରି ଯାଇ ତା ପାଖେ ସାଥୀ (17, 91, 218, 105)
pachisa-date: ୨୬ ଜୁନ (258, 1356, 304, 1375)
sudoku-answer-cell: 4 (1432, 1839, 1448, 1855)
sudoku-answer-cell: 4 (1386, 1870, 1402, 1885)
letter-title: ମନରେଗା (1301, 564, 1369, 585)
sudoku-answer-cell: 6 (1402, 1870, 1417, 1885)
sudoku-row (1195, 1693, 1476, 1724)
letters-list (1176, 66, 1494, 1176)
pachisa-year: ୧୯୮୭ (269, 1382, 304, 1401)
sudoku-answer-cell: 1 (1402, 1839, 1417, 1855)
sudoku-answer-cell: 5 (1432, 1808, 1448, 1824)
letter (1176, 278, 1494, 378)
sudoku-answer-cell: 1 (1417, 1885, 1433, 1900)
contact-note: (Use only for letters to Editor, news & news photos) (1194, 1266, 1476, 1278)
sudoku-row (1341, 1885, 1478, 1900)
sudoku-cell[interactable] (1320, 1568, 1351, 1599)
sudoku-cell[interactable] (1195, 1568, 1226, 1599)
sudoku-answer-cell: 4 (1417, 1778, 1433, 1793)
sudoku-answer-cell: 8 (1432, 1854, 1448, 1870)
letter-author: ମନୋଜ କୁମାର ମିଶ୍ର, ଗଞ୍ଜାମ (1350, 453, 1494, 467)
sudoku-answer-cell: 7 (1402, 1885, 1417, 1900)
sudoku-row (1195, 1505, 1476, 1537)
sudoku-answer-cell: 7 (1463, 1854, 1478, 1870)
sudoku-cell[interactable]: 1 (1351, 1474, 1383, 1505)
sudoku-footer: ସଂଖ୍ୟା ଯୋଗଫଳ ବ୍ୟବହାର ହେବ ନାହିଁ । ମାତ୍ର ଯୁକ୍ତିରେ ମିଳନ ଓ ନୀତି କରି ସମାନ ପ୍ରକ୍ରିୟା । (1180, 1909, 1490, 1938)
letter-body: ମହାଶୟ, ଧରିତ୍ରୀରେ ପ୍ରକାଶିତ ଏଇ ଭାରତରେ ସ୍ତମ୍ଭରେ ଆଲୋଚିତ ବିଷୟ ପଢ଼ି ମୁଁ ଅନେକ ଚିନ୍ତିତ । ଜଙ୍ଗଲ କାଟି କାରଖାନା କରାଗଲେ ପରିବେଶ ନଷ୍ଟ ହେବ । ସରକାର ଏ ଦିଗରେ ଧ୍ୟାନ ଦେବା ଦରକାର । (1176, 88, 1494, 134)
sudoku-cell[interactable] (1382, 1443, 1414, 1474)
sudoku-row (1341, 1778, 1478, 1793)
jagannath-article-mid (350, 1566, 665, 2328)
sudoku-answer-cell: 2 (1432, 1885, 1448, 1900)
letter-author: ପ୍ରଦୀପ ଦାସ, କେନ୍ଦୁଝର (1383, 617, 1494, 631)
pachisa-line1: ପଚିଶ ବର୍ଷ (86, 1354, 166, 1378)
quote-text: ଆଖିରୁ ଯାହା ବହୁ ଦେଖାଯାଉଛି – ଆଖିରୁ ସେଇଠାରୁ ପ୍ରଥମ ବାଜାର କରାଯାଉଛି– ଆଖିରୁ ଯାଇପାରୁ ରଙ୍ଗ କରାଯାଉଛି ଜୀବନଜାତ୍ରାରେ ସତ୍ୟ ପାଇଁ ପ୍ରତିଦିନ ପାହାଚ ଚଢ଼ି ... ତା' ପରେ ଯାଇ ଆଦର୍ଶ ଲକ୍ଷ୍ୟ ପାଏ । ସାଦ୍ୟ – ବଚନ । (344, 12, 874, 44)
jilla-place: ବରଗଡ଼ (7, 785, 197, 829)
sudoku-cell[interactable] (1257, 1662, 1289, 1693)
sudoku-cell[interactable]: 5 (1195, 1662, 1226, 1693)
temple-photo (205, 745, 323, 827)
sudoku-cell[interactable] (1257, 1505, 1289, 1537)
sudoku-cell[interactable] (1414, 1536, 1445, 1568)
sudoku-cell[interactable] (1288, 1536, 1320, 1568)
sudoku-cell[interactable]: 9 (1288, 1443, 1320, 1474)
sudoku-cell[interactable]: 5 (1257, 1536, 1289, 1568)
